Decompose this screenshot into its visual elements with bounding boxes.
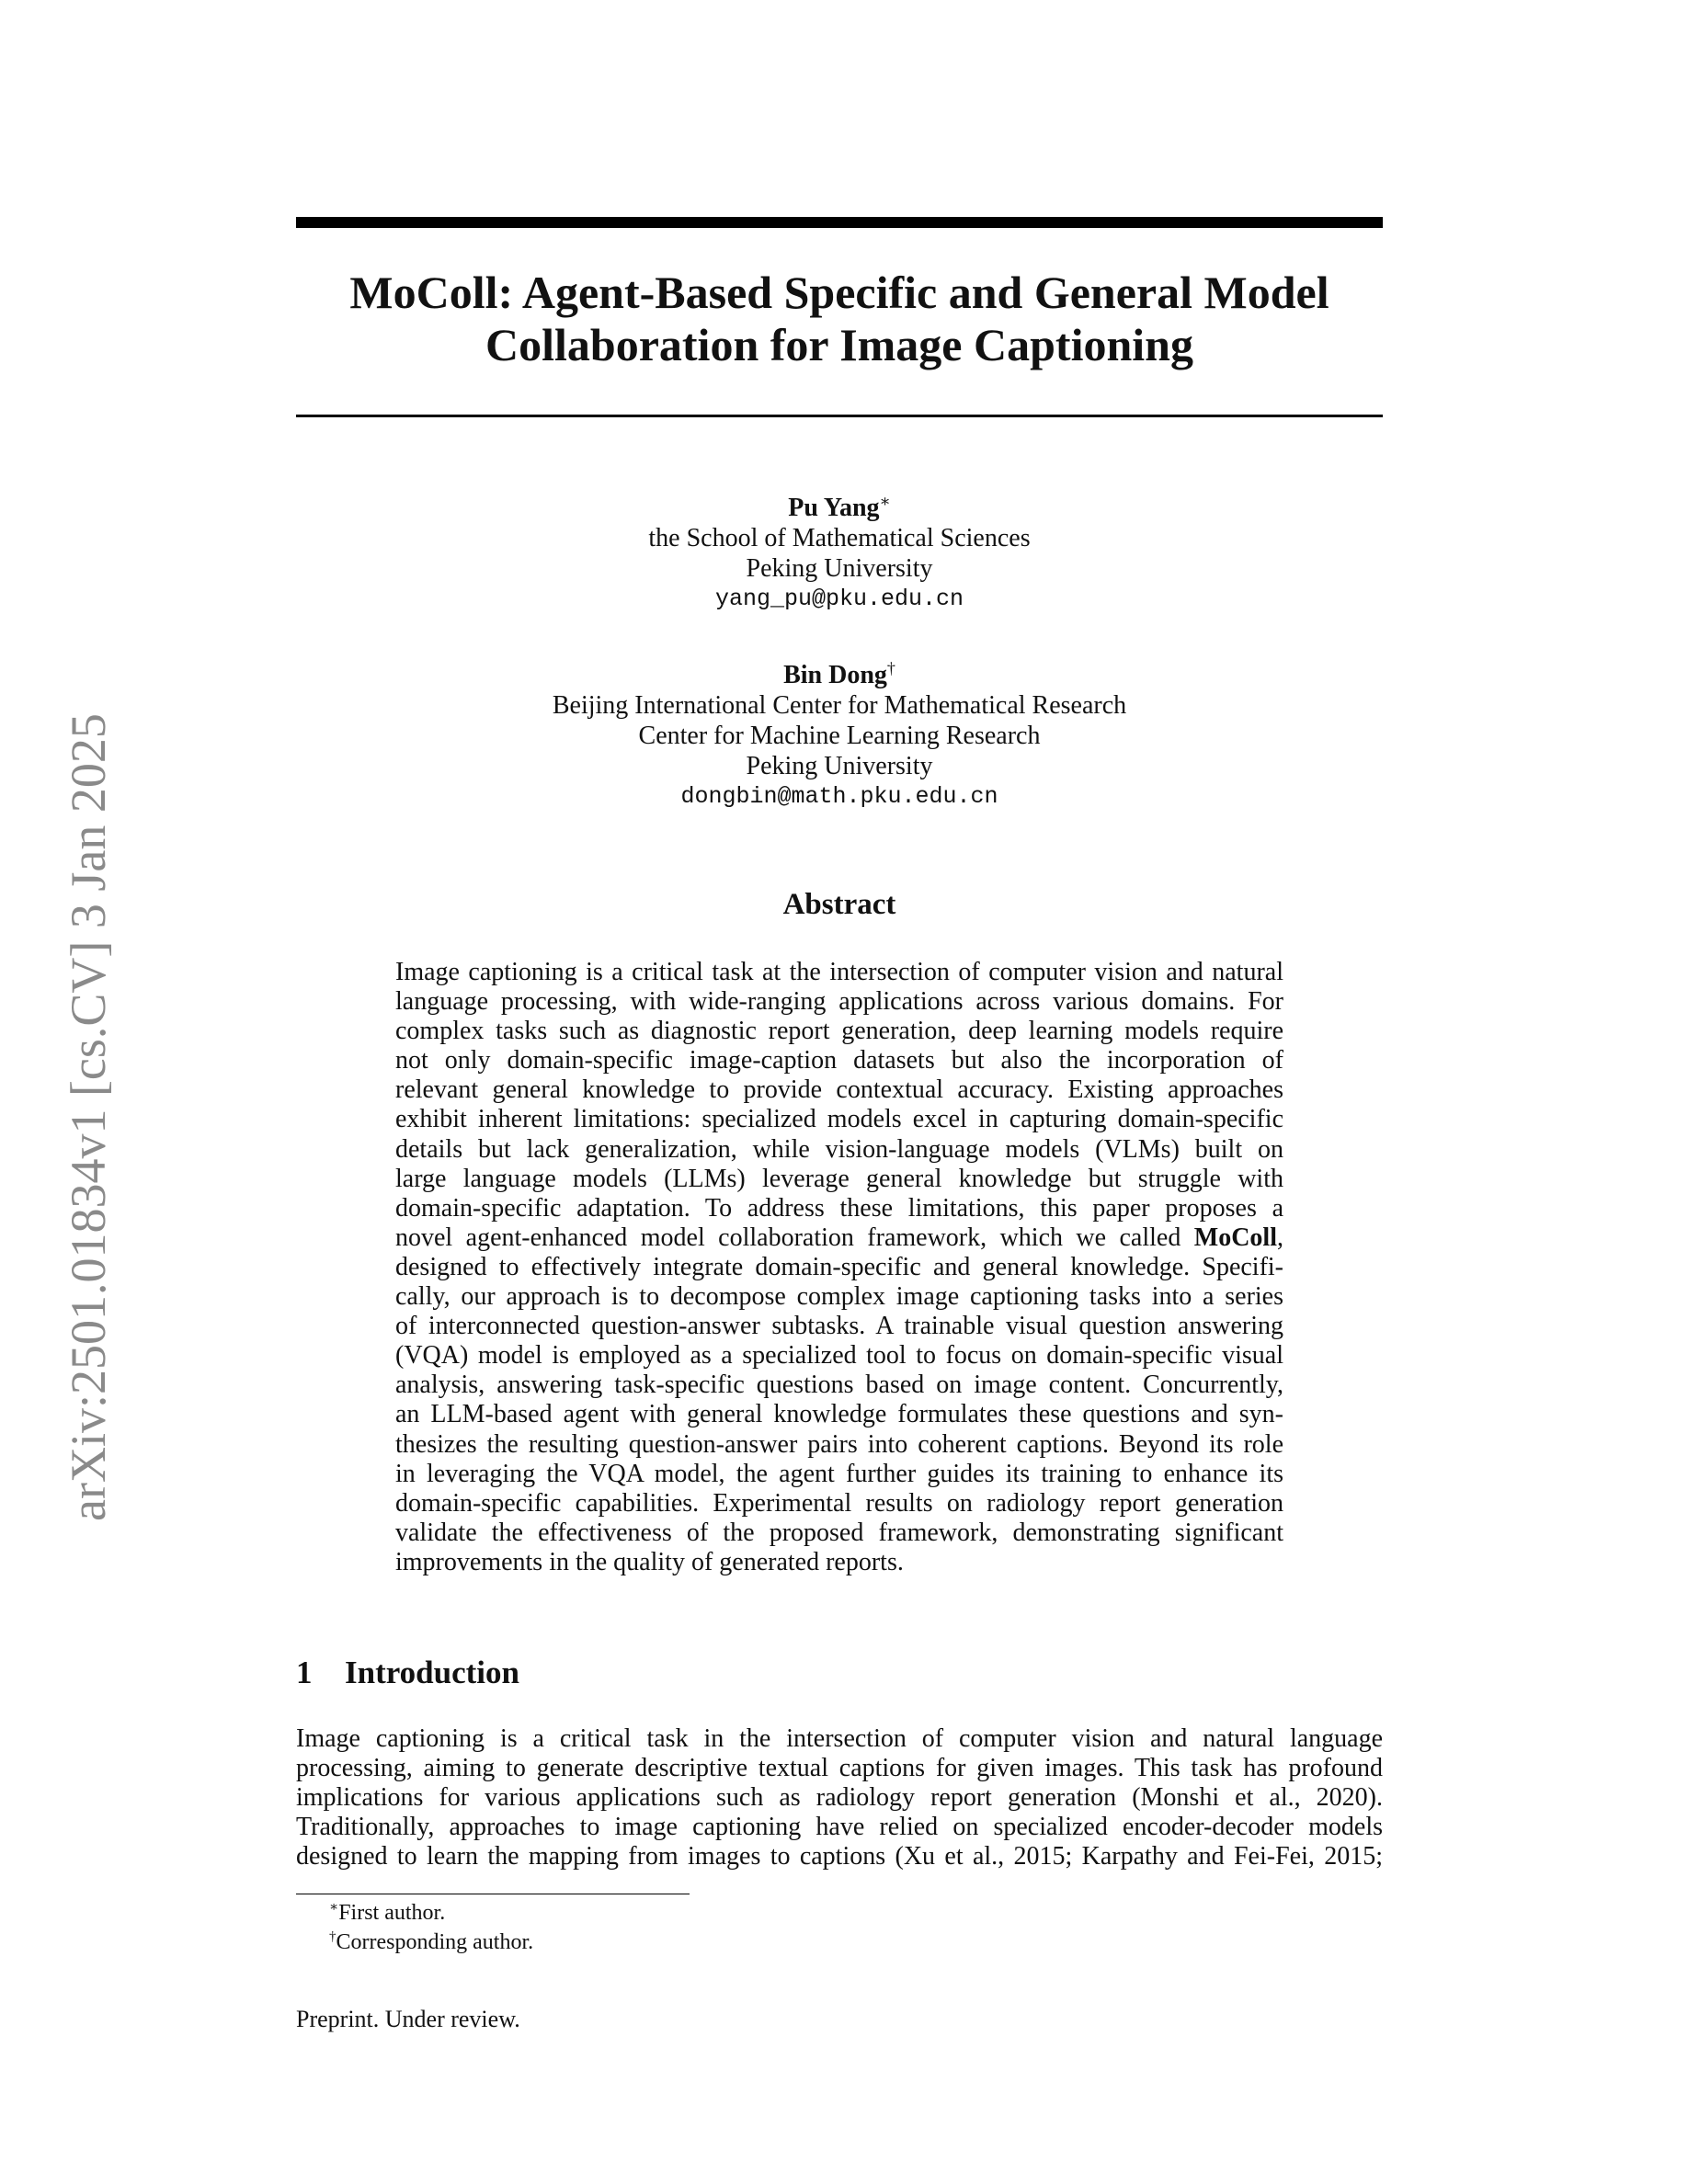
abstract-line: cally, our approach is to decompose complex image captioning tasks into a series — [395, 1282, 1283, 1312]
abstract-heading: Abstract — [782, 888, 896, 921]
author-affiliation: the School of Mathematical Sciences — [648, 524, 1031, 552]
abstract-line: improvements in the quality of generated reports. — [395, 1547, 904, 1576]
method-name-comma: , — [1277, 1223, 1283, 1252]
abstract-line-text: novel agent-enhanced model collaboration framework, which we called — [395, 1223, 1181, 1252]
footnote-mark: † — [329, 1929, 336, 1944]
section-heading — [296, 1655, 519, 1691]
footnote-text: First author. — [338, 1901, 446, 1925]
section-title: Introduction — [345, 1655, 519, 1690]
abstract-line: domain-specific capabilities. Experimental results on radiology report generation — [395, 1488, 1283, 1518]
section-number: 1 — [296, 1655, 313, 1690]
abstract-line: analysis, answering task-specific questions based on image content. Concurrently, — [395, 1371, 1283, 1400]
footnote — [329, 1898, 533, 1928]
author-affiliation: Center for Machine Learning Research — [638, 722, 1041, 750]
author-affiliation: Peking University — [746, 752, 933, 780]
abstract-body — [395, 958, 1283, 1577]
intro-line: Image captioning is a critical task in the intersection of computer vision and natural language — [296, 1724, 1383, 1753]
intro-line: implications for various applications such as radiology report generation (Monshi et al., 2020). — [296, 1783, 1383, 1813]
abstract-line: of interconnected question-answer subtasks. A trainable visual question answering — [395, 1312, 1283, 1341]
method-name-bold: MoColl — [1193, 1223, 1277, 1252]
preprint-notice: Preprint. Under review. — [296, 2006, 520, 2032]
author-email: dongbin@math.pku.edu.cn — [680, 783, 998, 810]
abstract-line: exhibit inherent limitations: specialized models excel in capturing domain-specific — [395, 1105, 1283, 1134]
intro-line: processing, aiming to generate descriptive textual captions for given images. This task has profound — [296, 1754, 1383, 1783]
abstract-line: Image captioning is a critical task at the intersection of computer vision and natural — [395, 958, 1283, 986]
author-email: yang_pu@pku.edu.cn — [714, 586, 964, 612]
author-name: Bin Dong — [783, 661, 887, 689]
title-top-rule — [296, 217, 1383, 228]
footnote — [329, 1928, 533, 1957]
abstract-line: language processing, with wide-ranging applications across various domains. For — [395, 987, 1283, 1017]
author-footnote-mark: † — [886, 659, 895, 677]
author-block-1 — [296, 493, 1383, 614]
abstract-line: large language models (LLMs) leverage general knowledge but struggle with — [395, 1164, 1283, 1193]
abstract-line: (VQA) model is employed as a specialized tool to focus on domain-specific visual — [395, 1341, 1283, 1371]
author-block-2 — [296, 660, 1383, 812]
title-bottom-rule — [296, 415, 1383, 417]
author-name: Pu Yang — [788, 494, 880, 522]
footnote-text: Corresponding author. — [336, 1930, 534, 1954]
title-line-1: MoColl: Agent-Based Specific and General Model — [349, 267, 1329, 318]
abstract-line: domain-specific adaptation. To address these limitations, this paper proposes a — [395, 1193, 1283, 1223]
abstract-line: validate the effectiveness of the proposed framework, demonstrating significant — [395, 1518, 1283, 1547]
abstract-line: thesizes the resulting question-answer pairs into coherent captions. Beyond its role — [395, 1429, 1283, 1459]
arxiv-side-watermark: arXiv:2501.01834v1 [cs.CV] 3 Jan 2025 — [61, 713, 116, 1521]
author-affiliation: Beijing International Center for Mathematical Research — [552, 691, 1127, 720]
abstract-line: in leveraging the VQA model, the agent further guides its training to enhance its — [395, 1459, 1283, 1488]
author-footnote-mark: ∗ — [879, 492, 891, 510]
title-line-2: Collaboration for Image Captioning — [485, 319, 1193, 370]
intro-line: designed to learn the mapping from images to captions (Xu et al., 2015; Karpathy and Fei-Fei, 2015; — [296, 1842, 1383, 1871]
abstract-line: complex tasks such as diagnostic report generation, deep learning models require — [395, 1017, 1283, 1046]
intro-line: Traditionally, approaches to image captioning have relied on specialized encoder-decoder models — [296, 1813, 1383, 1842]
abstract-line: details but lack generalization, while vision-language models (VLMs) built on — [395, 1134, 1283, 1164]
abstract-line: designed to effectively integrate domain-specific and general knowledge. Specifi- — [395, 1252, 1283, 1281]
abstract-line: relevant general knowledge to provide contextual accuracy. Existing approaches — [395, 1075, 1283, 1105]
abstract-line: an LLM-based agent with general knowledge formulates these questions and syn- — [395, 1400, 1283, 1429]
footnotes — [329, 1898, 533, 1957]
abstract-line — [395, 1223, 1283, 1253]
footnote-mark: ∗ — [329, 1900, 339, 1915]
introduction-body — [296, 1724, 1383, 1871]
author-affiliation: Peking University — [746, 554, 933, 583]
paper-title — [296, 267, 1383, 371]
abstract-line: not only domain-specific image-caption datasets but also the incorporation of — [395, 1046, 1283, 1075]
